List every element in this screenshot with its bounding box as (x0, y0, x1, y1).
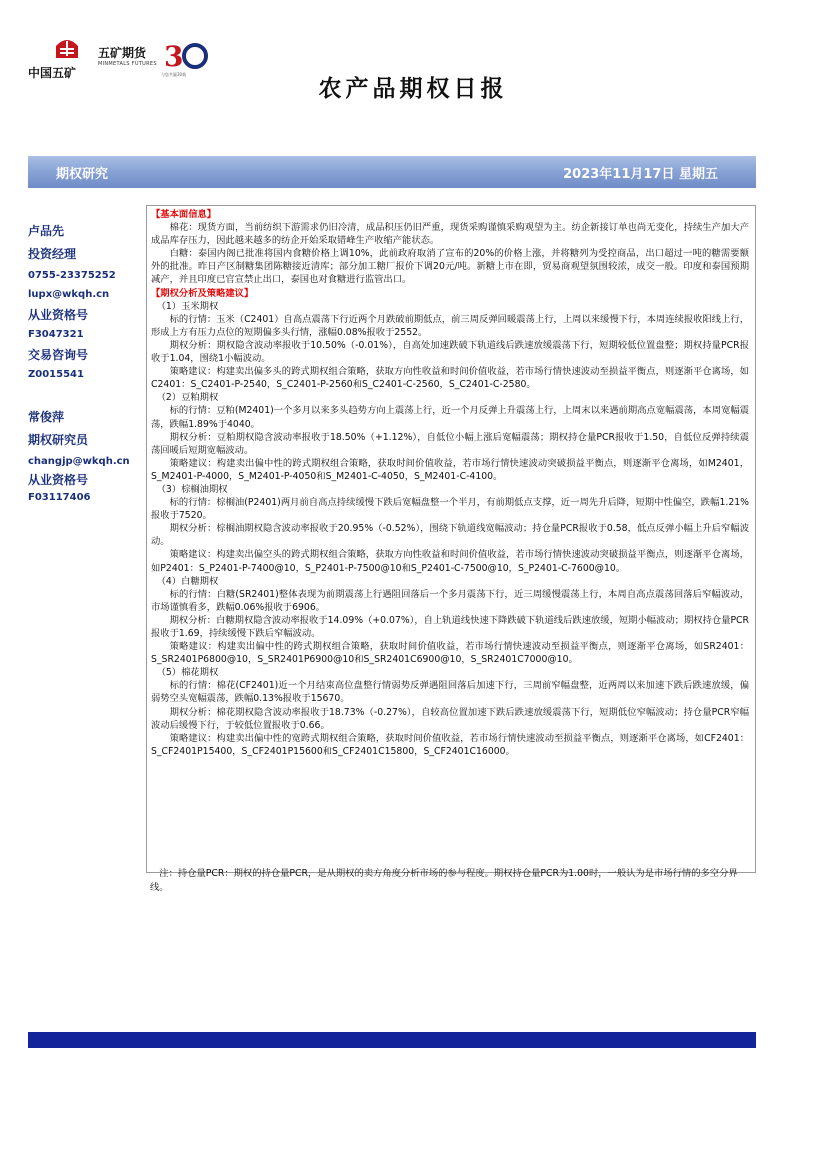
corn-market: 标的行情：玉米（C2401）自高点震荡下行近两个月跌破前期低点，前三周反弹回暖震荡上行，上周以来缓慢下行，本周连续报收阳线上行，形成上方有压力点位的短期偏多头行情，涨幅0.08%报收于2552。 (151, 313, 749, 338)
footer-bar (28, 1032, 756, 1048)
basic-sugar-paragraph: 白糖：泰国内阁已批准将国内食糖价格上调10%，此前政府取消了宣布的20%的价格上涨，并将糖列为受控商品，出口超过一吨的糖需要额外的批准。昨日产区制糖集团陈糖接近清库；部分加工糖厂报价下调20元/吨。新糖上市在即，贸易商观望氛围较浓，成交一般。印度和泰国预期减产，并且印度已官宣禁止出口，泰国也对食糖进行监管出口。 (151, 248, 749, 286)
cotton-market: 标的行情：棉花(CF2401)近一个月结束高位盘整行情弱势反弹遇阻回落后加速下行，三周前窄幅盘整，近两周以来加速下跌后跌速放缓，偏弱势空头宽幅震荡，跌幅0.13%报收于15670。 (151, 680, 749, 705)
page-title: 农产品期权日报 (318, 76, 508, 102)
sugar-market: 标的行情：白糖(SR2401)整体表现为前期震荡上行遇阻回落后一个多月震荡下行，近三周缓慢震荡上行，本周自高点震荡回落后窄幅波动，市场谨慎看多，跌幅0.06%报收于6906。 (151, 588, 749, 613)
pcr-note: 注：持仓量PCR：期权的持仓量PCR，是从期权的卖方角度分析市场的参与程度。期权持仓量PCR为1.00时，一般认为是市场行情的多空分界线。 (150, 868, 738, 893)
wkqh-logo (98, 44, 157, 67)
cotton-options: 期权分析：棉花期权隐含波动率报收于18.73%（-0.27%），自较高位置加速下跌后跌速放缓震荡下行，短期低位窄幅波动；持仓量PCR窄幅波动后缓慢下行，于较低位置报收于0.66。 (151, 706, 749, 731)
soymeal-market: 标的行情：豆粕(M2401)一个多月以来多头趋势方向上震荡上行，近一个月反弹上升震荡上行，上周末以来遇前期高点宽幅震荡，本周宽幅震荡，跌幅1.89%于4040。 (151, 405, 749, 430)
corn-options: 期权分析：期权隐含波动率报收于10.50%（-0.01%），自高处加速跌破下轨道线后跌速放缓震荡下行，短期较低位置盘整；期权持量PCR报收于1.04，围绕1小幅波动。 (151, 339, 749, 365)
analyst1-phone: 0755-23375252 (28, 270, 116, 281)
analyst1-qual-label: 从业资格号 (28, 308, 89, 322)
report-content-box (146, 205, 756, 873)
palm-oil-options: 期权分析：棕榈油期权隐含波动率报收于20.95%（-0.52%），围绕下轨道线宽幅波动；持仓量PCR报收于0.58，低点反弹小幅上升后窄幅波动。 (151, 523, 749, 548)
analyst1-consult-label: 交易咨询号 (28, 348, 89, 362)
section-heading-soymeal: （2）豆粕期权 (156, 392, 219, 404)
section-banner (28, 156, 756, 188)
anniversary-30-icon (161, 38, 211, 72)
strategy-tag: 【期权分析及策略建议】 (151, 287, 254, 299)
analyst2-qual: F03117406 (28, 492, 91, 503)
wkqh-cn-text: 五矿期货 (98, 46, 147, 60)
anniversary-sub-text: 与您共赢30载 (161, 72, 187, 77)
analyst2-qual-label: 从业资格号 (28, 473, 89, 487)
palm-oil-advice: 策略建议：构建卖出偏空头的跨式期权组合策略，获取方向性收益和时间价值收益，若市场行情快速波动突破损益平衡点，则逐渐平仓离场，如P2401：S_P2401-P-7400@10，S_P2401-P-7500@10和S_P2401-C-7500@10，S_P2401-C-7600@10。 (151, 549, 749, 574)
analyst1-consult: Z0015541 (28, 369, 84, 380)
banner-date: 2023年11月17日 星期五 (563, 167, 718, 182)
section-heading-palm-oil: （3）棕榈油期权 (156, 483, 228, 495)
cotton-advice: 策略建议：构建卖出偏中性的宽跨式期权组合策略，获取时间价值收益，若市场行情快速波动至损益平衡点，则逐渐平仓离场，如CF2401：S_CF2401P15400，S_CF2401P15600和S_CF2401C15800，S_CF2401C16000。 (151, 732, 749, 757)
sugar-options: 期权分析：白糖期权隐含波动率报收于14.09%（+0.07%），自上轨道线快速下降跌破下轨道线后跌速放缓，短期小幅波动；期权持仓量PCR报收于1.69，持续缓慢下跌后窄幅波动。 (151, 614, 750, 639)
analyst2-email[interactable]: changjp@wkqh.cn (28, 456, 130, 467)
analyst2-role: 期权研究员 (28, 433, 89, 447)
sugar-advice: 策略建议：构建卖出偏中性的跨式期权组合策略，获取时间价值收益，若市场行情快速波动至损益平衡点，则逐渐平仓离场，如SR2401：S_SR2401P6800@10，S_SR2401P6900@10和S_SR2401C6900@10，S_SR2401C7000@10。 (151, 641, 749, 666)
soymeal-options: 期权分析：豆粕期权隐含波动率报收于18.50%（+1.12%），自低位小幅上涨后宽幅震荡；期权持仓量PCR报收于1.50，自低位反弹持续震荡回暖后短期宽幅波动。 (151, 431, 749, 456)
svg-text:3: 3 (164, 40, 184, 72)
analyst1-name: 卢品先 (28, 224, 65, 238)
analyst1-role: 投资经理 (28, 247, 77, 261)
corn-advice: 策略建议：构建卖出偏多头的跨式期权组合策略，获取方向性收益和时间价值收益，若市场行情快速波动至损益平衡点，则逐渐平仓离场，如C2401：S_C2401-P-2540，S_C2401-P-2560和S_C2401-C-2560，S_C2401-C-2580。 (151, 366, 749, 391)
banner-category: 期权研究 (56, 167, 109, 182)
wkqh-en-text: MINMETALS FUTURES (98, 61, 157, 67)
analyst1-qual: F3047321 (28, 329, 84, 340)
section-heading-cotton: （5）棉花期权 (156, 667, 219, 679)
basic-info-tag: 【基本面信息】 (151, 209, 217, 220)
analyst1-email[interactable]: lupx@wkqh.cn (28, 289, 110, 300)
palm-oil-market: 标的行情：棕榈油(P2401)两月前自高点持续缓慢下跌后宽幅盘整一个半月，有前期低点支撑，近一周先升后降，短期中性偏空，跌幅1.21%报收于7520。 (151, 497, 749, 522)
minmetals-text: 中国五矿 (28, 66, 77, 80)
section-heading-corn: （1）玉米期权 (156, 300, 219, 312)
basic-cotton-paragraph: 棉花：现货方面，当前纺织下游需求仍旧冷清，成品积压仍旧严重，现货采购谨慎采购观望为主。纺企新接订单也尚无变化，持续生产加大产成品库存压力，因此越来越多的纺企开始采取错峰生产收缩产能状态。 (151, 222, 749, 247)
soymeal-advice: 策略建议：构建卖出偏中性的跨式期权组合策略，获取时间价值收益，若市场行情快速波动突破损益平衡点，则逐渐平仓离场，如M2401，S_M2401-P-4000，S_M2401-P-4050和S_M2401-C-4050，S_M2401-C-4100。 (151, 457, 749, 482)
section-heading-sugar: （4）白糖期权 (156, 575, 219, 587)
analyst2-name: 常俊萍 (28, 410, 65, 424)
analyst-sidebar (28, 222, 146, 503)
minmetals-emblem-icon (54, 36, 80, 60)
report-body (151, 208, 749, 758)
